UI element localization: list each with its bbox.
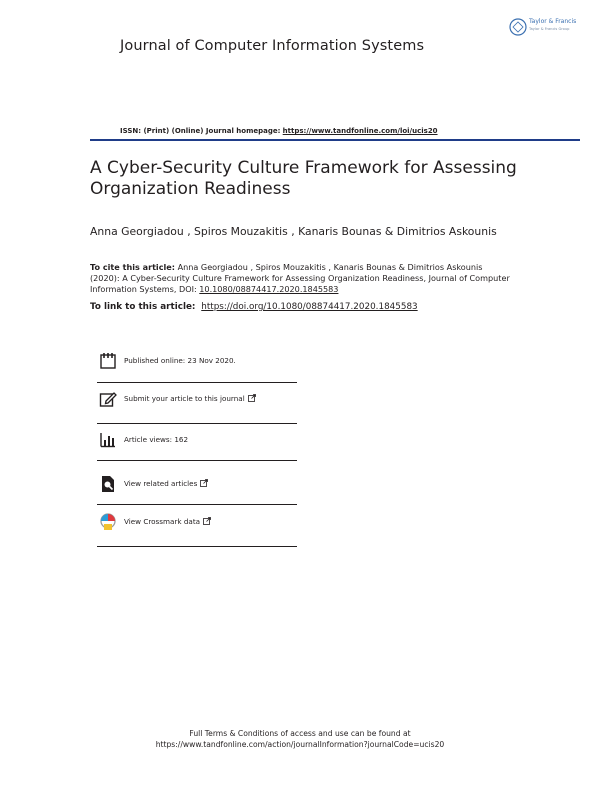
divider xyxy=(97,382,297,383)
journal-homepage-link[interactable]: https://www.tandfonline.com/loi/ucis20 xyxy=(282,127,438,135)
published-online-text: Published online: 23 Nov 2020. xyxy=(124,356,236,365)
issn-label: ISSN: (Print) (Online) Journal homepage: xyxy=(120,127,281,135)
external-link-icon xyxy=(203,517,211,525)
crossmark-icon xyxy=(99,513,117,531)
crossmark-label: View Crossmark data xyxy=(124,517,201,526)
calendar-icon xyxy=(99,352,117,370)
article-link-line xyxy=(90,302,418,312)
logo-sub-text: Taylor & Francis Group xyxy=(529,27,570,31)
article-views-row xyxy=(97,431,297,451)
submit-article-text[interactable] xyxy=(124,394,256,403)
header-divider xyxy=(90,139,580,141)
external-link-icon xyxy=(200,479,208,487)
footer-terms-text: Full Terms & Conditions of access and use can be found at xyxy=(189,729,411,738)
divider xyxy=(97,504,297,505)
edit-icon xyxy=(99,390,117,408)
published-online-row xyxy=(97,352,297,372)
crossmark-row[interactable] xyxy=(97,513,297,533)
journal-title: Journal of Computer Information Systems xyxy=(120,38,425,54)
footer xyxy=(0,728,600,750)
citation xyxy=(90,262,510,295)
submit-article-row[interactable] xyxy=(97,390,297,410)
external-link-icon xyxy=(248,394,256,402)
article-doi-link[interactable]: https://doi.org/10.1080/08874417.2020.1845583 xyxy=(201,302,418,312)
footer-journal-link[interactable]: https://www.tandfonline.com/action/journalInformation?journalCode=ucis20 xyxy=(155,740,445,749)
divider xyxy=(97,460,297,461)
crossmark-text[interactable] xyxy=(124,517,211,526)
citation-label: To cite this article: xyxy=(90,262,176,272)
search-document-icon xyxy=(99,475,117,493)
article-views-text: Article views: 162 xyxy=(124,435,189,444)
divider xyxy=(97,423,297,424)
divider xyxy=(97,546,297,547)
bar-chart-icon xyxy=(99,431,117,449)
citation-doi-link[interactable]: 10.1080/08874417.2020.1845583 xyxy=(199,284,339,294)
submit-article-label: Submit your article to this journal xyxy=(124,394,245,403)
related-articles-label: View related articles xyxy=(124,479,198,488)
related-articles-row[interactable] xyxy=(97,475,297,495)
related-articles-text[interactable] xyxy=(124,479,208,488)
citation-text: Anna Georgiadou , Spiros Mouzakitis , Kanaris Bounas & Dimitrios Askounis (2020): A Cyber-Security Culture Framework for Assessing Organization Readiness, Journal of Computer Information Systems, DOI: xyxy=(90,262,510,294)
issn-line xyxy=(120,127,438,135)
article-link-label: To link to this article: xyxy=(90,302,196,312)
logo-brand-text: Taylor & Francis xyxy=(529,18,577,25)
authors: Anna Georgiadou , Spiros Mouzakitis , Kanaris Bounas & Dimitrios Askounis xyxy=(90,225,497,238)
article-title: A Cyber-Security Culture Framework for Assessing Organization Readiness xyxy=(90,158,517,199)
